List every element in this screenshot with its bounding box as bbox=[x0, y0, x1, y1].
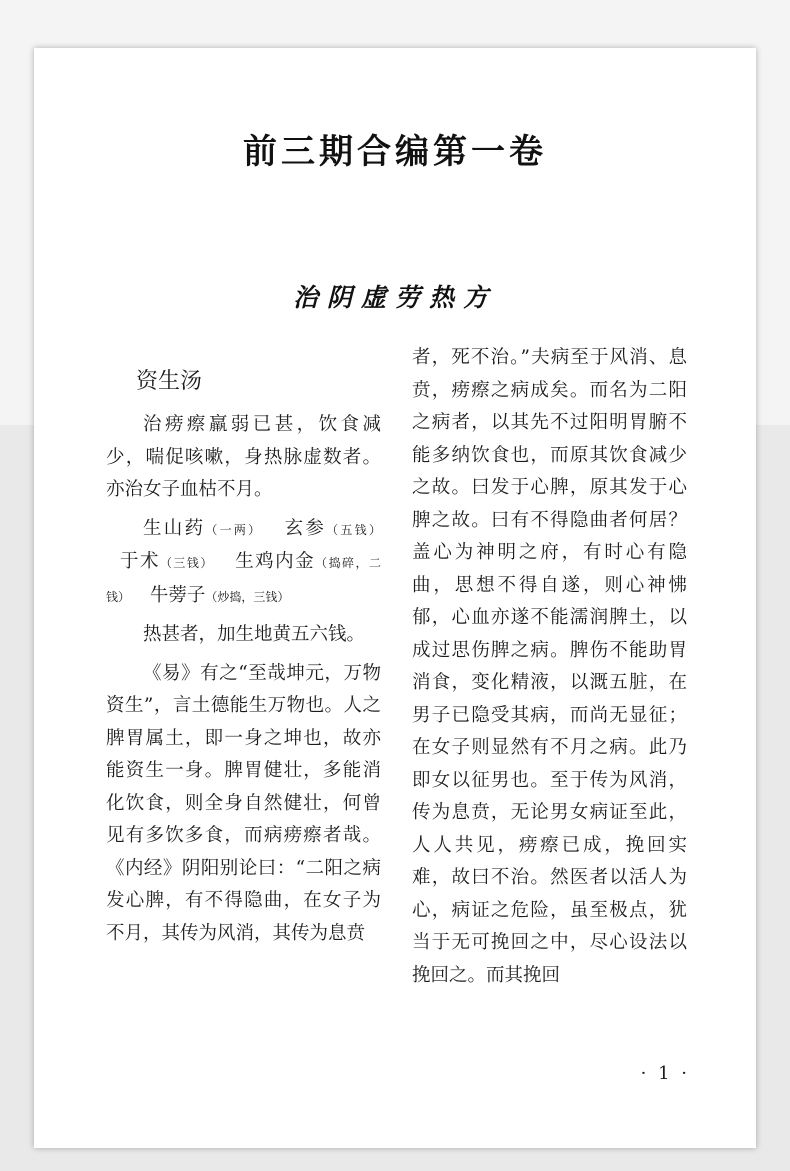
discussion-paragraph: 《易》有之“至哉坤元，万物资生”，言土德能生万物也。人之脾胃属土，即一身之坤也，故亦能资生一身。脾胃健壮，多能消化饮食，则全身自然健壮，何曾见有多饮多食，而病痨瘵者哉。《内经》阴阳别论曰：“二阳之病发心脾，有不得隐曲，在女子为不月，其传为风消，其传为息贲 bbox=[106, 662, 381, 944]
page-number: · 1 · bbox=[640, 1063, 690, 1084]
indication-paragraph: 治痨瘵羸弱已甚，饮食减少，喘促咳嗽，身热脉虚数者。亦治女子血枯不月。 bbox=[106, 414, 381, 500]
herb-name: 生鸡内金 bbox=[235, 551, 316, 572]
chapter-title: 前三期合编第一卷 bbox=[243, 132, 547, 172]
herb-name: 玄参 bbox=[284, 517, 327, 539]
modification-paragraph: 热甚者，加生地黄五六钱。 bbox=[143, 624, 366, 645]
herb-dose: （五钱） bbox=[326, 522, 381, 537]
herb-name: 生山药 bbox=[143, 517, 206, 539]
herb-list bbox=[106, 513, 381, 614]
left-column bbox=[106, 348, 381, 950]
herb-dose: （三钱） bbox=[159, 556, 214, 570]
discussion-continued: 者，死不治。”夫病至于风消、息贲，痨瘵之病成矣。而名为二阳之病者，以其先不过阳明胃腑不能多纳饮食也，而原其饮食减少之故。曰发于心脾，原其发于心脾之故。曰有不得隐曲者何居？盖心为神明之府，有时心有隐曲，思想不得自遂，则心神怫郁，心血亦遂不能濡润脾土，以成过思伤脾之病。脾伤不能助胃消食，变化精液，以溉五脏，在男子已隐受其病，而尚无显征；在女子则显然有不月之病。此乃即女以征男也。至于传为风消，传为息贲，无论男女病证至此，人人共见，痨瘵已成，挽回实难，故曰不治。然医者以活人为心，病证之危险，虽至极点，犹当于无可挽回之中，尽心设法以挽回之。而其挽回 bbox=[412, 347, 687, 986]
herb-dose: （炒捣，三钱） bbox=[205, 589, 290, 604]
book-page bbox=[34, 48, 756, 1148]
herb-dose: （一两） bbox=[205, 522, 263, 537]
section-title: 治阴虚劳热方 bbox=[292, 283, 497, 312]
recipe-heading: 资生汤 bbox=[136, 369, 203, 394]
herb-dose: （捣碎，二钱） bbox=[106, 556, 381, 604]
right-column bbox=[412, 348, 687, 992]
herb-name: 牛蒡子 bbox=[149, 584, 206, 606]
herb-name: 于术 bbox=[120, 551, 160, 572]
